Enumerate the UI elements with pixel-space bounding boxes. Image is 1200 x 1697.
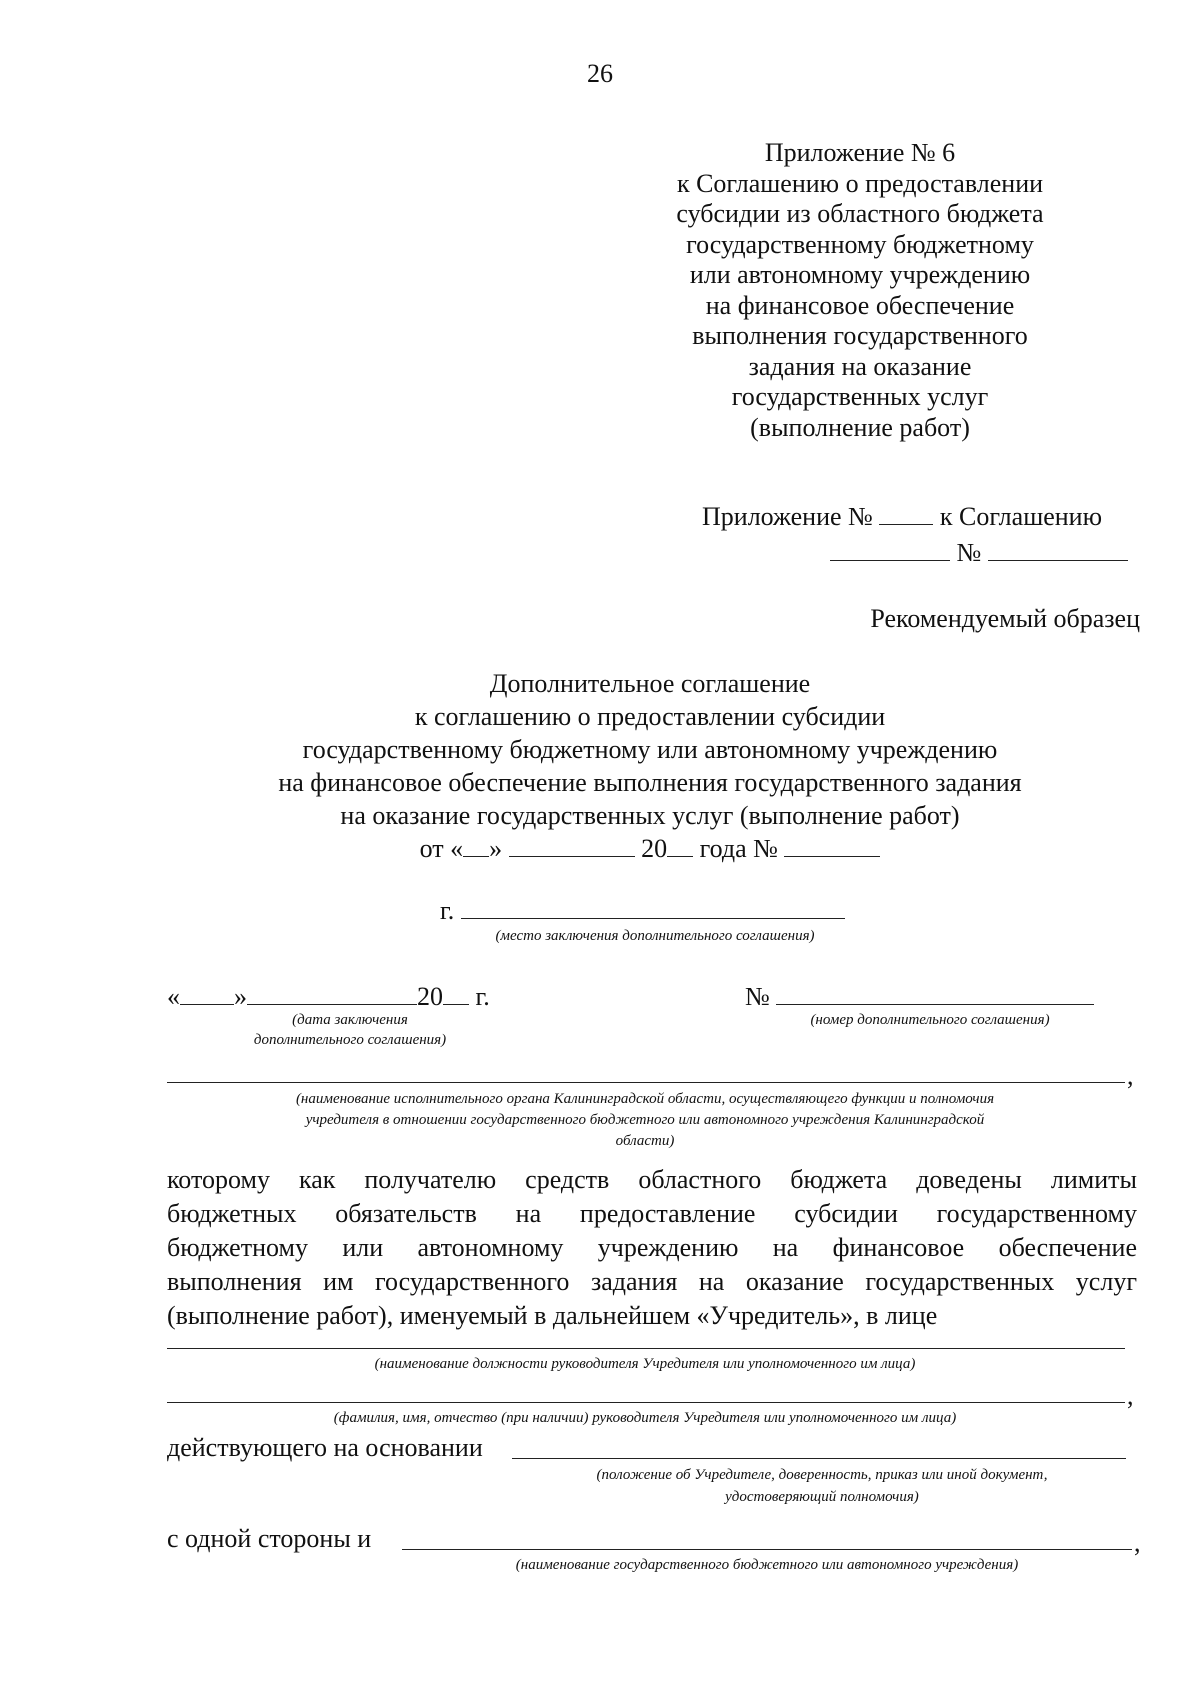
place-field[interactable] [461,894,845,919]
appendix-header-line: государственному бюджетному [686,229,1034,259]
body-line: бюджетных обязательств на предоставление субсидии государственному [167,1199,1137,1228]
place-caption: (место заключения дополнительного соглашения) [495,928,815,944]
basis-field[interactable] [512,1458,1126,1459]
appendix-header-line: государственных услуг [731,382,989,411]
title-date-line [130,832,1170,865]
body-line-last: (выполнение работ), именуемый в дальнейшем «Учредитель», в лице [167,1301,938,1330]
date-year-suffix: г. [475,982,490,1011]
basis-caption-line2: удостоверяющий полномочия) [725,1489,919,1505]
fio-field[interactable] [167,1402,1125,1403]
date-caption [200,1010,500,1050]
agreement-number-field[interactable] [988,536,1128,561]
fio-caption: (фамилия, имя, отчество (при наличии) руководителя Учредителя или уполномоченного им лица) [333,1410,957,1426]
title-year-field[interactable] [667,832,693,857]
appendix-header-line: или автономному учреждению [689,260,1031,289]
body-paragraph [167,1163,1137,1333]
executive-organ-caption-line2: учредителя в отношении государственного бюджетного или автономного учреждения Калининградской [305,1112,985,1128]
sample-label: Рекомендуемый образец [870,604,1140,633]
agreement-number-line [745,980,1094,1013]
date-year-prefix: 20 [417,982,443,1011]
fio-comma: , [1127,1381,1134,1410]
appendix-header-line: выполнения государственного [692,321,1028,350]
date-caption-line1: (дата заключения [292,1012,408,1028]
appendix-ref-suffix: к Соглашению [939,502,1103,531]
executive-organ-caption-line3: области) [615,1133,675,1149]
other-side-label: с одной стороны и [167,1524,372,1553]
executive-organ-caption-line1: (наименование исполнительного органа Калининградской области, осуществляющего функции и полномочия [295,1091,995,1107]
title-date-from: от « [419,834,464,863]
title-month-field[interactable] [509,832,635,857]
date-day-field[interactable] [180,980,234,1005]
conclusion-date-line [167,980,490,1013]
executive-organ-comma: , [1127,1061,1134,1090]
appendix-ref-number-sign: № [956,538,982,567]
date-close-quote: » [234,982,247,1011]
title-line: Дополнительное соглашение [489,669,811,698]
appendix-header-line: на финансовое обеспечение [705,290,1015,320]
title-day-field[interactable] [463,832,489,857]
supplementary-number-field[interactable] [776,980,1094,1005]
position-field[interactable] [167,1348,1125,1349]
appendix-header-line: субсидии из областного бюджета [676,199,1044,228]
number-sign: № [745,982,770,1011]
title-line: на оказание государственных услуг (выполнение работ) [340,801,960,830]
executive-organ-caption [150,1089,1140,1152]
basis-label: действующего на основании [167,1433,483,1462]
appendix-ref-prefix: Приложение № [702,502,873,531]
appendix-header-line: Приложение № 6 [764,138,956,167]
body-line: бюджетному или автономному учреждению на финансовое обеспечение [167,1233,1137,1262]
title-date-close: » [489,834,503,863]
date-year-field[interactable] [443,980,469,1005]
title-line: государственному бюджетному или автономному учреждению [302,735,998,764]
title-year-suffix: года № [699,834,778,863]
appendix-reference-line2 [830,536,1128,569]
institution-field[interactable] [402,1549,1132,1550]
agreement-date-field[interactable] [830,536,950,561]
date-month-field[interactable] [247,980,417,1005]
date-open-quote: « [167,982,180,1011]
appendix-reference [702,500,1102,533]
basis-caption [512,1464,1132,1508]
title-line: на финансовое обеспечение выполнения государственного задания [278,768,1022,797]
document-title [130,667,1170,865]
position-caption: (наименование должности руководителя Учредителя или уполномоченного им лица) [374,1356,916,1372]
appendix-header-line: к Соглашению о предоставлении [676,168,1044,198]
title-line: к соглашению о предоставлении субсидии [414,702,886,731]
title-year-prefix: 20 [641,834,668,863]
other-side-comma: , [1134,1528,1141,1557]
date-caption-line2: дополнительного соглашения) [253,1032,447,1048]
page-number: 26 [587,59,613,88]
number-caption: (номер дополнительного соглашения) [810,1012,1050,1028]
body-line: выполнения им государственного задания на оказание государственных услуг [167,1267,1137,1296]
institution-caption: (наименование государственного бюджетного или автономного учреждения) [515,1557,1019,1573]
place-line [440,894,845,927]
appendix-header-line: задания на оказание [748,351,972,381]
place-prefix: г. [440,896,455,925]
title-number-field[interactable] [784,832,880,857]
appendix-header [650,138,1070,443]
appendix-header-line: (выполнение работ) [750,412,970,442]
appendix-number-field[interactable] [879,500,933,525]
basis-caption-line1: (положение об Учредителе, доверенность, приказ или иной документ, [596,1467,1048,1483]
executive-organ-field[interactable] [167,1082,1125,1083]
body-line: которому как получателю средств областного бюджета доведены лимиты [167,1165,1137,1194]
